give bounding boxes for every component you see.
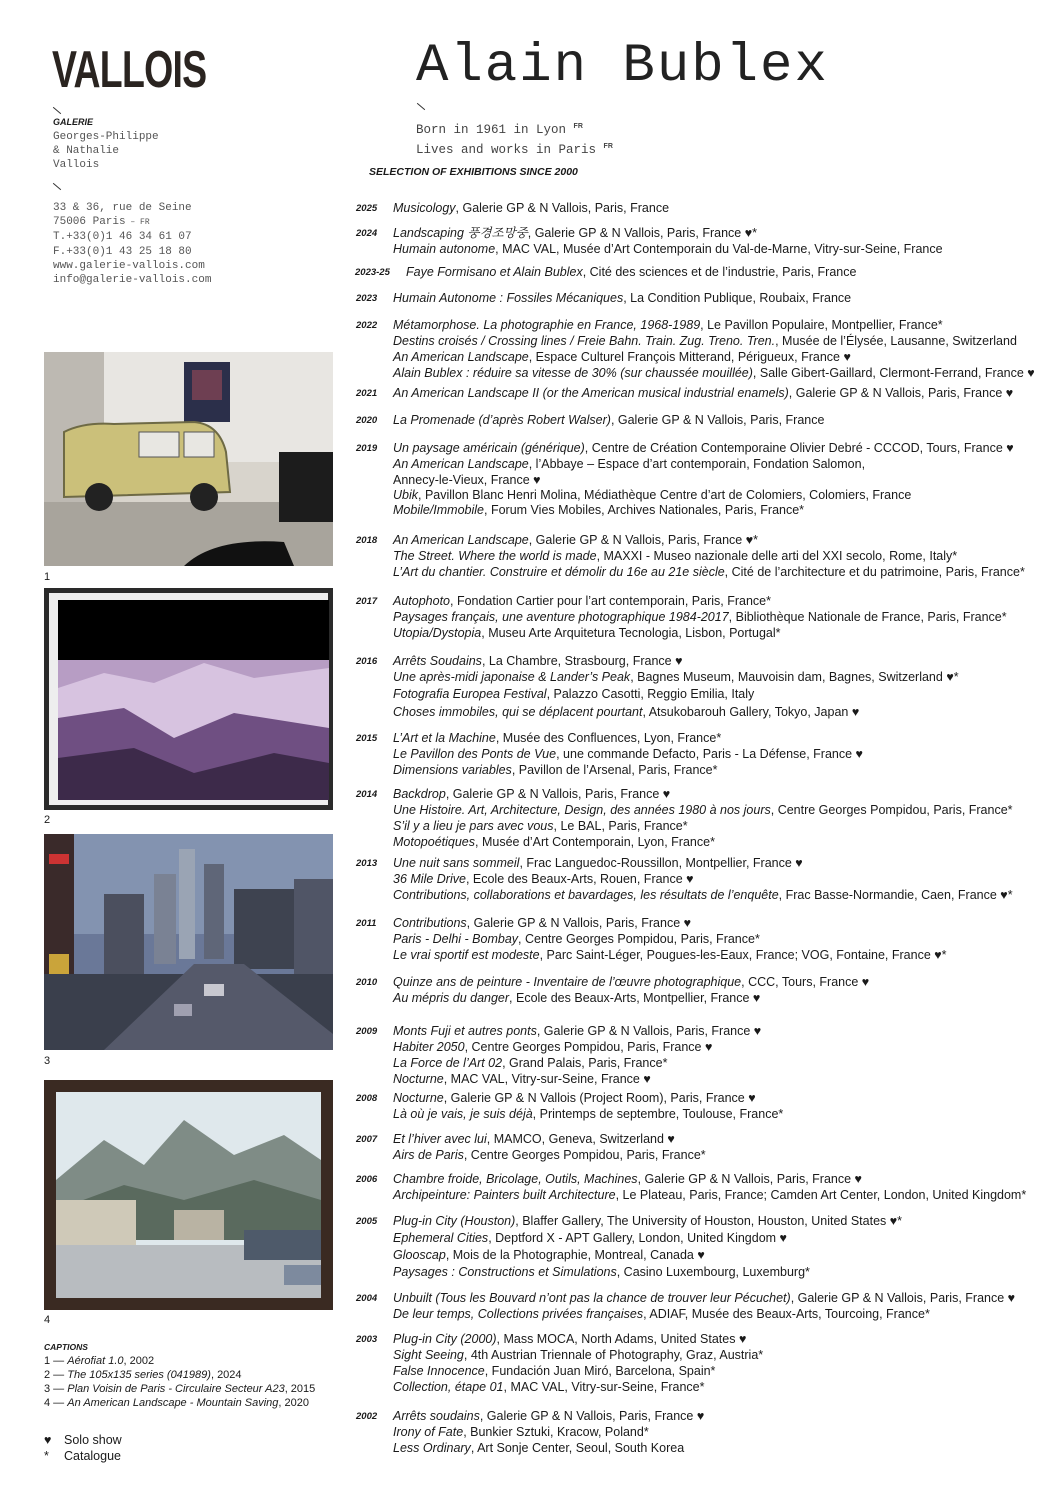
exhibition-venue: , Bibliothèque Nationale de France, Paris, France* bbox=[728, 610, 1007, 624]
exhibition-venue: , Ecole des Beaux-Arts, Rouen, France ♥ bbox=[465, 872, 694, 886]
exhibition-title: S’il y a lieu je pars avec vous bbox=[393, 819, 554, 833]
exhibition-title: Arrêts soudains bbox=[393, 1409, 480, 1423]
exhibition-venue: , Musée de l’Élysée, Lausanne, Switzerland bbox=[775, 334, 1017, 348]
exhibition-entry bbox=[393, 242, 943, 257]
artwork-image-2 bbox=[44, 588, 333, 810]
exhibition-entry bbox=[393, 1425, 649, 1440]
exhibition-entry bbox=[393, 654, 683, 669]
exhibition-title: Dimensions variables bbox=[393, 763, 512, 777]
exhibition-venue: , Pavillon de l’Arsenal, Paris, France* bbox=[511, 763, 718, 777]
exhibition-entry bbox=[393, 687, 754, 702]
exhibition-title: L’Art du chantier. Construire et démolir du 16e au 21e siècle bbox=[393, 565, 725, 579]
exhibition-venue: , Bunkier Sztuki, Kracow, Poland* bbox=[463, 1425, 649, 1439]
exhibition-venue: , Parc Saint-Léger, Pougues-les-Eaux, France; VOG, Fontaine, France ♥* bbox=[539, 948, 947, 962]
exhibition-entry bbox=[393, 488, 911, 503]
exhibition-venue: , Le BAL, Paris, France* bbox=[553, 819, 688, 833]
exhibition-entry bbox=[393, 565, 1025, 580]
exhibition-entry bbox=[393, 503, 804, 518]
exhibition-title: Paris - Delhi - Bombay bbox=[393, 932, 519, 946]
exhibition-year: 2005 bbox=[356, 1216, 378, 1227]
exhibition-entry bbox=[393, 856, 803, 871]
caption-year: , 2020 bbox=[278, 1397, 309, 1409]
exhibition-venue: , Fundación Juan Miró, Barcelona, Spain* bbox=[484, 1364, 716, 1378]
exhibition-title: Chambre froide, Bricolage, Outils, Machines bbox=[393, 1172, 638, 1186]
exhibition-entry bbox=[393, 916, 691, 931]
exhibition-year: 2007 bbox=[356, 1134, 378, 1145]
exhibition-entry bbox=[393, 948, 947, 963]
exhibition-entry bbox=[393, 1172, 862, 1187]
exhibition-venue: , Atsukobarouh Gallery, Tokyo, Japan ♥ bbox=[642, 705, 860, 719]
exhibition-title: Musicology bbox=[393, 201, 456, 215]
caption-number: 1 — bbox=[44, 1355, 68, 1367]
divider-slash bbox=[417, 103, 425, 110]
exhibition-entry bbox=[393, 1056, 667, 1071]
exhibition-title: Glooscap bbox=[393, 1248, 446, 1262]
exhibition-year: 2010 bbox=[356, 977, 378, 988]
exhibition-venue: , Frac Languedoc-Roussillon, Montpellier, France ♥ bbox=[519, 856, 803, 870]
exhibition-venue: , Mass MOCA, North Adams, United States ♥ bbox=[496, 1332, 747, 1346]
exhibition-venue: , Galerie GP & N Vallois, Paris, France ♥ bbox=[466, 916, 692, 930]
exhibition-venue: , Centre Georges Pompidou, Paris, France* bbox=[518, 932, 760, 946]
captions-list bbox=[44, 1354, 315, 1410]
exhibition-title: Unbuilt (Tous les Bouvard n’ont pas la chance de trouver leur Pécuchet) bbox=[393, 1291, 791, 1305]
exhibition-entry bbox=[393, 334, 1017, 349]
exhibition-year: 2015 bbox=[356, 733, 378, 744]
exhibition-entry bbox=[393, 787, 670, 802]
artist-bio bbox=[416, 119, 613, 158]
exhibition-venue: , l’Abbaye – Espace d’art contemporain, Fondation Salomon, bbox=[528, 457, 866, 471]
exhibition-year: 2023-25 bbox=[355, 267, 390, 278]
exhibition-entry bbox=[393, 1380, 705, 1395]
exhibition-title: Paysages : Constructions et Simulations bbox=[393, 1265, 617, 1279]
heart-icon: ♥ bbox=[44, 1433, 52, 1447]
exhibition-venue: , Galerie GP & N Vallois, Paris, France ♥ bbox=[790, 1291, 1016, 1305]
exhibition-title: Monts Fuji et autres ponts bbox=[393, 1024, 537, 1038]
email-link[interactable]: info@galerie-vallois.com bbox=[53, 274, 212, 287]
artwork-image-1 bbox=[44, 352, 333, 566]
legend bbox=[44, 1432, 122, 1464]
exhibition-title: Le vrai sportif est modeste bbox=[393, 948, 540, 962]
exhibition-venue: , Centre Georges Pompidou, Paris, France ♥ bbox=[464, 1040, 713, 1054]
exhibition-title: Archipeinture: Painters built Architecture bbox=[393, 1188, 616, 1202]
exhibition-title: 36 Mile Drive bbox=[393, 872, 466, 886]
exhibition-venue: , Le Plateau, Paris, France; Camden Art Center, London, United Kingdom* bbox=[615, 1188, 1027, 1202]
exhibition-year: 2025 bbox=[356, 203, 378, 214]
artist-name: Alain Bublex bbox=[416, 36, 829, 97]
address-country: – FR bbox=[125, 218, 150, 228]
address-street: 33 & 36, rue de Seine bbox=[53, 202, 192, 214]
fr-tag: FR bbox=[573, 123, 583, 130]
exhibition-venue: , Deptford X - APT Gallery, London, United Kingdom ♥ bbox=[488, 1231, 787, 1245]
exhibition-entry bbox=[393, 975, 869, 990]
exhibition-title: Irony of Fate bbox=[393, 1425, 464, 1439]
exhibition-entry bbox=[393, 457, 865, 472]
exhibition-entry bbox=[393, 731, 721, 746]
exhibition-title: Un paysage américain (générique) bbox=[393, 441, 585, 455]
exhibition-entry bbox=[393, 1441, 684, 1456]
exhibition-venue: , Fondation Cartier pour l’art contemporain, Paris, France* bbox=[450, 594, 771, 608]
exhibition-venue: , 4th Austrian Triennale of Photography, Graz, Austria* bbox=[463, 1348, 764, 1362]
exhibition-entry bbox=[393, 626, 781, 641]
legend-label: Solo show bbox=[64, 1433, 122, 1447]
bio-lives: Lives and works in Paris $^{FR}$ bbox=[416, 142, 613, 157]
exhibition-title: La Promenade (d’après Robert Walser) bbox=[393, 413, 611, 427]
exhibition-entry bbox=[393, 318, 943, 333]
exhibition-entry bbox=[393, 872, 694, 887]
caption-title: An American Landscape - Mountain Saving bbox=[67, 1397, 279, 1409]
exhibition-entry bbox=[393, 386, 1013, 401]
exhibition-title: False Innocence bbox=[393, 1364, 485, 1378]
exhibition-entry bbox=[393, 201, 669, 216]
legend-item bbox=[44, 1432, 122, 1448]
owner-line: Georges-Philippe bbox=[53, 131, 159, 143]
exhibition-entry bbox=[406, 265, 856, 280]
exhibition-year: 2023 bbox=[356, 293, 378, 304]
exhibition-title: Collection, étape 01 bbox=[393, 1380, 504, 1394]
exhibition-entry bbox=[393, 473, 541, 488]
exhibition-year: 2021 bbox=[356, 388, 378, 399]
exhibition-year: 2002 bbox=[356, 1411, 378, 1422]
bio-born: Born in 1961 in Lyon $^{FR}$ bbox=[416, 123, 583, 138]
exhibition-title: Less Ordinary bbox=[393, 1441, 471, 1455]
exhibition-title: Plug-in City (Houston) bbox=[393, 1214, 516, 1228]
exhibition-entry bbox=[393, 1364, 715, 1379]
address-city-line bbox=[53, 215, 211, 230]
exhibition-title: Utopia/Dystopia bbox=[393, 626, 482, 640]
exhibition-venue: , CCC, Tours, France ♥ bbox=[741, 975, 870, 989]
exhibition-entry bbox=[393, 991, 760, 1006]
exhibition-venue: , La Chambre, Strasbourg, France ♥ bbox=[481, 654, 683, 668]
exhibition-title: Sight Seeing bbox=[393, 1348, 464, 1362]
exhibition-title: Nocturne bbox=[393, 1072, 444, 1086]
exhibition-venue: , MAMCO, Geneva, Switzerland ♥ bbox=[486, 1132, 675, 1146]
exhibition-entry bbox=[393, 1072, 651, 1087]
exhibition-entry bbox=[393, 441, 1014, 456]
exhibition-entry bbox=[393, 533, 758, 548]
exhibition-year: 2024 bbox=[356, 228, 378, 239]
exhibition-venue: , Pavillon Blanc Henri Molina, Médiathèque Centre d’art de Colomiers, Colomiers, France bbox=[418, 488, 912, 502]
exhibition-venue: , Galerie GP & N Vallois, Paris, France ♥* bbox=[528, 533, 758, 547]
gallery-logo: VALLOIS bbox=[52, 41, 207, 99]
exhibition-entry bbox=[393, 1332, 746, 1347]
exhibition-year: 2014 bbox=[356, 789, 378, 800]
exhibition-entry bbox=[393, 350, 851, 365]
exhibition-title: An American Landscape bbox=[393, 457, 529, 471]
galerie-label: GALERIE bbox=[53, 117, 94, 127]
exhibition-venue: , Musée d’Art Contemporain, Lyon, France* bbox=[475, 835, 715, 849]
exhibition-entry bbox=[393, 549, 957, 564]
exhibition-title: Humain autonome bbox=[393, 242, 496, 256]
exhibition-title: Le Pavillon des Ponts de Vue bbox=[393, 747, 557, 761]
exhibition-venue: , Mois de la Photographie, Montreal, Canada ♥ bbox=[445, 1248, 705, 1262]
exhibition-entry bbox=[393, 1188, 1026, 1203]
exhibition-title: Arrêts Soudains bbox=[393, 654, 482, 668]
exhibition-venue: , Cité des sciences et de l’industrie, Paris, France bbox=[582, 265, 857, 279]
exhibition-venue: , Galerie GP & N Vallois, Paris, France ♥ bbox=[445, 787, 671, 801]
exhibition-title: Alain Bublex : réduire sa vitesse de 30% (sur chaussée mouillée) bbox=[393, 366, 753, 380]
exhibition-venue: , Bagnes Museum, Mauvoisin dam, Bagnes, Switzerland ♥* bbox=[630, 670, 959, 684]
exhibition-title: Fotografia Europea Festival bbox=[393, 687, 547, 701]
caption-number: 3 — bbox=[44, 1383, 68, 1395]
legend-label: Catalogue bbox=[64, 1449, 121, 1463]
exhibition-title: Contributions, collaborations et bavardages, les résultats de l’enquête bbox=[393, 888, 779, 902]
exhibition-title: An American Landscape II (or the American musical industrial enamels) bbox=[393, 386, 789, 400]
caption-number: 2 — bbox=[44, 1369, 68, 1381]
caption-item bbox=[44, 1396, 315, 1410]
divider-slash bbox=[53, 107, 61, 114]
exhibition-entry bbox=[393, 670, 959, 685]
image-number: 3 bbox=[44, 1055, 51, 1067]
exhibition-title: Destins croisés / Crossing lines / Freie Bahn. Train. Zug. Treno. Tren. bbox=[393, 334, 776, 348]
exhibition-title: Paysages français, une aventure photographique 1984-2017 bbox=[393, 610, 729, 624]
artwork-image-3 bbox=[44, 834, 333, 1050]
exhibition-year: 2006 bbox=[356, 1174, 378, 1185]
caption-year: , 2002 bbox=[123, 1355, 155, 1367]
exhibition-title: Au mépris du danger bbox=[393, 991, 510, 1005]
exhibition-entry bbox=[393, 226, 757, 241]
captions-title: CAPTIONS bbox=[44, 1342, 88, 1352]
exhibition-venue: , Galerie GP & N Vallois (Project Room), Paris, France ♥ bbox=[443, 1091, 756, 1105]
exhibition-title: La Force de l’Art 02 bbox=[393, 1056, 503, 1070]
exhibition-venue: , Cité de l’architecture et du patrimoine, Paris, France* bbox=[724, 565, 1025, 579]
exhibition-year: 2016 bbox=[356, 656, 378, 667]
exhibition-entry bbox=[393, 1248, 705, 1263]
exhibition-title: De leur temps, Collections privées françaises bbox=[393, 1307, 644, 1321]
exhibition-venue: , Galerie GP & N Vallois, Paris, France bbox=[455, 201, 670, 215]
exhibition-year: 2011 bbox=[356, 918, 377, 929]
exhibition-entry bbox=[393, 610, 1007, 625]
exhibition-entry bbox=[393, 594, 771, 609]
exhibition-entry bbox=[393, 803, 1013, 818]
image-number: 4 bbox=[44, 1314, 51, 1326]
exhibition-venue: , Palazzo Casotti, Reggio Emilia, Italy bbox=[546, 687, 755, 701]
exhibition-title: Ubik bbox=[393, 488, 419, 502]
exhibition-venue: , MAC VAL, Vitry-sur-Seine, France ♥ bbox=[443, 1072, 651, 1086]
asterisk-icon: * bbox=[44, 1449, 49, 1463]
caption-item bbox=[44, 1382, 315, 1396]
exhibition-entry bbox=[393, 1148, 706, 1163]
exhibition-entry bbox=[393, 888, 1013, 903]
exhibition-venue: , Ecole des Beaux-Arts, Montpellier, France ♥ bbox=[509, 991, 761, 1005]
exhibition-year: 2013 bbox=[356, 858, 378, 869]
exhibition-title: Là où je vais, je suis déjà bbox=[393, 1107, 533, 1121]
exhibition-entry bbox=[393, 1307, 930, 1322]
caption-item bbox=[44, 1368, 315, 1382]
phone: T.+33(0)1 46 34 61 07 bbox=[53, 231, 192, 244]
exhibition-entry bbox=[393, 1040, 712, 1055]
exhibition-title: Métamorphose. La photographie en France, 1968-1989 bbox=[393, 318, 701, 332]
caption-number: 4 — bbox=[44, 1397, 68, 1409]
exhibition-venue: , une commande Defacto, Paris - La Défense, France ♥ bbox=[556, 747, 863, 761]
exhibition-title: Motopoétiques bbox=[393, 835, 476, 849]
exhibition-title: Une après-midi japonaise & Lander’s Peak bbox=[393, 670, 631, 684]
caption-year: , 2015 bbox=[284, 1383, 316, 1395]
exhibition-venue: , MAC VAL, Vitry-sur-Seine, France* bbox=[503, 1380, 705, 1394]
caption-title: The 105x135 series (041989) bbox=[67, 1369, 211, 1381]
exhibition-year: 2022 bbox=[356, 320, 378, 331]
exhibition-entry bbox=[393, 1409, 704, 1424]
exhibition-venue: Annecy-le-Vieux, France ♥ bbox=[393, 473, 541, 487]
exhibition-title: Choses immobiles, qui se déplacent pourtant bbox=[393, 705, 643, 719]
exhibition-entry bbox=[393, 1024, 761, 1039]
fax: F.+33(0)1 43 25 18 80 bbox=[53, 245, 192, 258]
exhibition-title: Contributions bbox=[393, 916, 467, 930]
exhibition-venue: , MAXXI - Museo nazionale delle arti del XXI secolo, Rome, Italy* bbox=[596, 549, 958, 563]
caption-item bbox=[44, 1354, 315, 1368]
exhibition-venue: , Centre de Création Contemporaine Olivier Debré - CCCOD, Tours, France ♥ bbox=[584, 441, 1014, 455]
exhibition-venue: , Galerie GP & N Vallois, Paris, France ♥* bbox=[527, 226, 758, 240]
exhibition-venue: , Galerie GP & N Vallois, Paris, France bbox=[610, 413, 825, 427]
exhibition-venue: , Galerie GP & N Vallois, Paris, France ♥ bbox=[788, 386, 1014, 400]
exhibition-title: Une nuit sans sommeil bbox=[393, 856, 520, 870]
exhibition-title: Backdrop bbox=[393, 787, 446, 801]
exhibition-title: Nocturne bbox=[393, 1091, 444, 1105]
exhibition-entry bbox=[393, 1091, 756, 1106]
exhibition-venue: , Museu Arte Arquitetura Tecnologia, Lisbon, Portugal* bbox=[481, 626, 781, 640]
exhibition-venue: , ADIAF, Musée des Beaux-Arts, Tourcoing, France* bbox=[643, 1307, 930, 1321]
exhibition-year: 2004 bbox=[356, 1293, 378, 1304]
exhibition-year: 2003 bbox=[356, 1334, 378, 1345]
owner-names bbox=[53, 130, 159, 172]
address-city: 75006 Paris bbox=[53, 216, 126, 229]
exhibition-entry bbox=[393, 1291, 1015, 1306]
owner-line: Vallois bbox=[53, 159, 100, 171]
caption-title: Plan Voisin de Paris - Circulaire Secteur A23 bbox=[67, 1383, 285, 1395]
exhibition-entry bbox=[393, 705, 859, 720]
exhibition-venue: , La Condition Publique, Roubaix, France bbox=[623, 291, 852, 305]
exhibition-year: 2008 bbox=[356, 1093, 378, 1104]
legend-item bbox=[44, 1448, 122, 1464]
exhibition-entry bbox=[393, 1107, 783, 1122]
exhibition-title: Ephemeral Cities bbox=[393, 1231, 489, 1245]
exhibition-entry bbox=[393, 291, 851, 306]
exhibition-year: 2018 bbox=[356, 535, 378, 546]
divider-slash bbox=[53, 183, 61, 190]
exhibition-venue: , Espace Culturel François Mitterand, Périgueux, France ♥ bbox=[528, 350, 851, 364]
exhibition-venue: , Frac Basse-Normandie, Caen, France ♥* bbox=[778, 888, 1013, 902]
image-number: 1 bbox=[44, 571, 51, 583]
exhibition-entry bbox=[393, 763, 717, 778]
exhibition-title: Humain Autonome : Fossiles Mécaniques bbox=[393, 291, 624, 305]
exhibition-title: Plug-in City (2000) bbox=[393, 1332, 497, 1346]
contact-info bbox=[53, 201, 211, 287]
exhibition-entry bbox=[393, 1348, 763, 1363]
exhibition-venue: , Salle Gibert-Gaillard, Clermont-Ferrand, France ♥ bbox=[752, 366, 1035, 380]
exhibition-title: The Street. Where the world is made bbox=[393, 549, 597, 563]
fr-tag: FR bbox=[603, 142, 613, 150]
exhibition-title: An American Landscape bbox=[393, 533, 529, 547]
image-number: 2 bbox=[44, 814, 51, 826]
exhibition-title: Faye Formisano et Alain Bublex bbox=[406, 265, 583, 279]
exhibition-entry bbox=[393, 932, 760, 947]
exhibition-venue: , Galerie GP & N Vallois, Paris, France ♥ bbox=[637, 1172, 862, 1186]
exhibition-entry bbox=[393, 413, 824, 428]
exhibition-venue: , Le Pavillon Populaire, Montpellier, France* bbox=[700, 318, 943, 332]
exhibition-venue: , Art Sonje Center, Seoul, South Korea bbox=[470, 1441, 685, 1455]
exhibition-venue: , Blaffer Gallery, The University of Houston, Houston, United States ♥* bbox=[515, 1214, 903, 1228]
exhibition-year: 2020 bbox=[356, 415, 378, 426]
exhibition-year: 2009 bbox=[356, 1026, 378, 1037]
exhibition-entry bbox=[393, 1214, 902, 1229]
country-code: FR bbox=[140, 218, 150, 228]
exhibition-venue: , Galerie GP & N Vallois, Paris, France ♥ bbox=[479, 1409, 705, 1423]
exhibition-entry bbox=[393, 1231, 787, 1246]
exhibition-venue: , Galerie GP & N Vallois, Paris, France ♥ bbox=[536, 1024, 762, 1038]
exhibition-venue: , Musée des Confluences, Lyon, France* bbox=[495, 731, 722, 745]
exhibition-venue: , Centre Georges Pompidou, Paris, France* bbox=[770, 803, 1013, 817]
exhibition-venue: , Printemps de septembre, Toulouse, France* bbox=[532, 1107, 784, 1121]
exhibition-title: Et l’hiver avec lui bbox=[393, 1132, 487, 1146]
owner-line: & Nathalie bbox=[53, 145, 120, 157]
exhibition-entry bbox=[393, 835, 715, 850]
exhibition-venue: , Grand Palais, Paris, France* bbox=[502, 1056, 668, 1070]
caption-year: , 2024 bbox=[210, 1369, 242, 1381]
exhibition-venue: , Forum Vies Mobiles, Archives Nationales, Paris, France* bbox=[484, 503, 805, 517]
exhibition-title: An American Landscape bbox=[393, 350, 529, 364]
exhibition-title: Landscaping 풍경조망중 bbox=[393, 226, 528, 240]
exhibition-title: Habiter 2050 bbox=[393, 1040, 465, 1054]
exhibition-title: Airs de Paris bbox=[393, 1148, 464, 1162]
exhibition-entry bbox=[393, 1132, 675, 1147]
exhibition-title: Autophoto bbox=[393, 594, 450, 608]
exhibition-title: Une Histoire. Art, Architecture, Design, des années 1980 à nos jours bbox=[393, 803, 771, 817]
exhibition-title: L’Art et la Machine bbox=[393, 731, 496, 745]
website-link[interactable]: www.galerie-vallois.com bbox=[53, 259, 205, 272]
exhibition-entry bbox=[393, 1265, 810, 1280]
exhibition-entry bbox=[393, 366, 1035, 381]
exhibition-year: 2017 bbox=[356, 596, 378, 607]
caption-title: Aérofiat 1.0 bbox=[67, 1355, 124, 1367]
exhibition-entry bbox=[393, 819, 688, 834]
exhibition-venue: , MAC VAL, Musée d’Art Contemporain du Val-de-Marne, Vitry-sur-Seine, France bbox=[495, 242, 943, 256]
exhibition-venue: , Casino Luxembourg, Luxemburg* bbox=[616, 1265, 810, 1279]
section-title: SELECTION OF EXHIBITIONS SINCE 2000 bbox=[369, 166, 578, 178]
exhibition-year: 2019 bbox=[356, 443, 378, 454]
artwork-image-4 bbox=[44, 1080, 333, 1310]
exhibition-venue: , Centre Georges Pompidou, Paris, France* bbox=[463, 1148, 706, 1162]
exhibition-title: Quinze ans de peinture - Inventaire de l’œuvre photographique bbox=[393, 975, 742, 989]
exhibition-title: Mobile/Immobile bbox=[393, 503, 485, 517]
exhibition-entry bbox=[393, 747, 863, 762]
